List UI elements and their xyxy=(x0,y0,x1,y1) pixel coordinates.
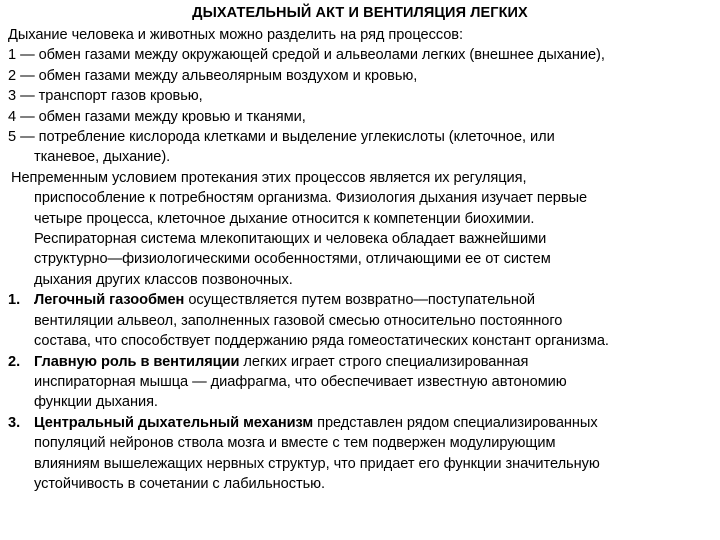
point-continuation: состава, что способствует поддержанию ряда гомеостатических констант организма. xyxy=(34,333,609,350)
point-bold-term: Легочный газообмен xyxy=(34,292,185,309)
process-item: 4 — обмен газами между кровью и тканями, xyxy=(8,108,306,125)
point-number: 3. xyxy=(8,414,21,431)
paragraph-line: дыхания других классов позвоночных. xyxy=(34,271,293,288)
point-continuation: вентиляции альвеол, заполненных газовой смесью относительно постоянного xyxy=(34,312,563,329)
point-continuation: популяций нейронов ствола мозга и вместе с тем подвержен модулирующим xyxy=(34,435,556,452)
point-continuation: функции дыхания. xyxy=(34,394,158,411)
process-item-continuation: тканевое, дыхание). xyxy=(34,149,171,166)
point-number: 2. xyxy=(8,353,21,370)
process-item: 1 — обмен газами между окружающей средой и альвеолами легких (внешнее дыхание), xyxy=(8,47,605,64)
point-continuation: влияниям вышележащих нервных структур, что придает его функции значительную xyxy=(34,455,600,472)
process-item: 5 — потребление кислорода клетками и выделение углекислоты (клеточное, или xyxy=(8,129,555,146)
intro-text: Дыхание человека и животных можно разделить на ряд процессов: xyxy=(8,27,464,43)
point-item-2 xyxy=(8,352,714,413)
point-bold-term: Главную роль в вентиляции xyxy=(34,353,240,370)
page-title: ДЫХАТЕЛЬНЫЙ АКТ И ВЕНТИЛЯЦИЯ ЛЕГКИХ xyxy=(192,5,528,21)
point-text: осуществляется путем возвратно—поступательной xyxy=(184,292,535,309)
point-item-1 xyxy=(8,290,714,351)
slide-body xyxy=(8,25,714,494)
process-item: 2 — обмен газами между альвеолярным воздухом и кровью, xyxy=(8,67,418,84)
paragraph-line: приспособление к потребностям организма. Физиология дыхания изучает первые xyxy=(34,190,588,207)
paragraph-line: Респираторная система млекопитающих и человека обладает важнейшими xyxy=(34,231,547,248)
point-continuation: устойчивость в сочетании с лабильностью. xyxy=(34,475,326,492)
point-number: 1. xyxy=(8,292,21,309)
paragraph-line: четыре процесса, клеточное дыхание относится к компетенции биохимии. xyxy=(34,210,535,227)
numbered-points xyxy=(8,290,714,494)
point-continuation: инспираторная мышца — диафрагма, что обеспечивает известную автономию xyxy=(34,373,567,390)
point-bold-term: Центральный дыхательный механизм xyxy=(34,414,314,431)
regulation-paragraph xyxy=(8,168,714,290)
process-item: 3 — транспорт газов кровью, xyxy=(8,88,203,105)
point-item-3 xyxy=(8,413,714,495)
process-list xyxy=(8,45,714,167)
point-text: представлен рядом специализированных xyxy=(313,414,598,431)
point-text: легких играет строго специализированная xyxy=(239,353,529,370)
paragraph-line: структурно—физиологическими особенностями, отличающими ее от систем xyxy=(34,251,551,268)
paragraph-line: Непременным условием протекания этих процессов является их регуляция, xyxy=(11,169,527,186)
